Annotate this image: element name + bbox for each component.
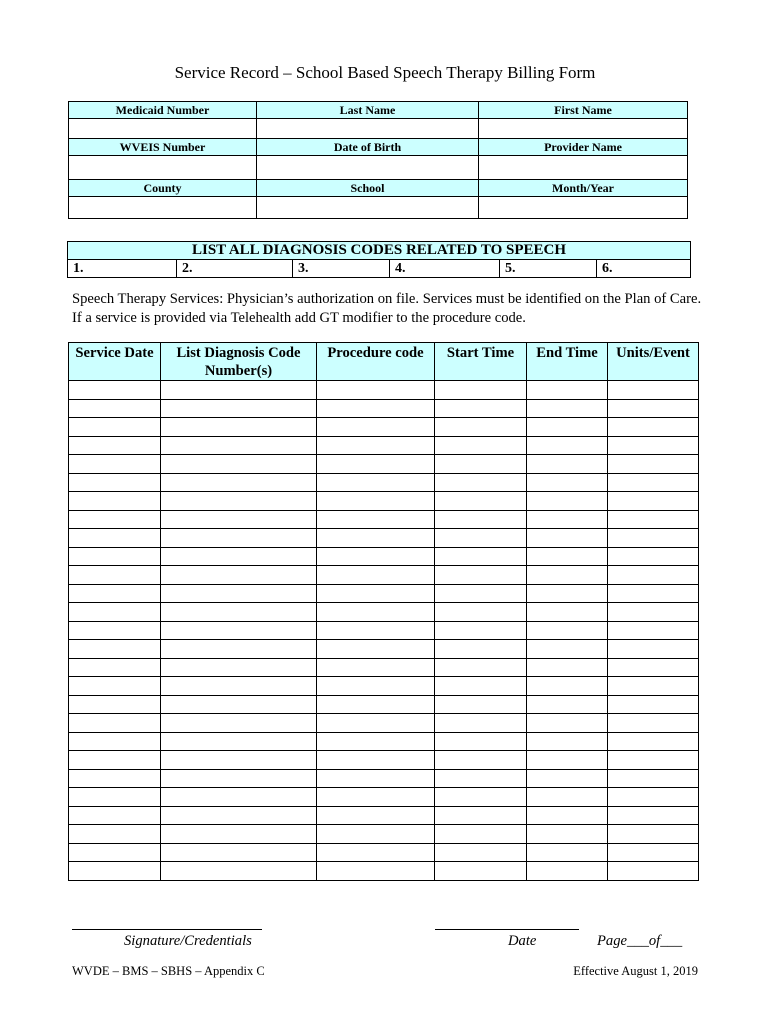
table-row — [69, 732, 699, 751]
table-row — [69, 455, 699, 474]
diagnosis-slot-2[interactable]: 2. — [177, 260, 293, 278]
table-cell[interactable] — [69, 751, 161, 770]
table-cell[interactable] — [69, 418, 161, 437]
table-cell[interactable] — [435, 603, 527, 622]
table-cell[interactable] — [317, 788, 435, 807]
instructions-note: Speech Therapy Services: Physician’s authorization on file. Services must be identified on the Plan of Care. If a service is provided via Telehealth add GT modifier to the procedure code. — [72, 291, 702, 326]
table-cell[interactable] — [69, 658, 161, 677]
table-cell[interactable] — [435, 825, 527, 844]
table-cell[interactable] — [317, 418, 435, 437]
table-row — [69, 381, 699, 400]
table-cell[interactable] — [435, 473, 527, 492]
table-cell[interactable] — [608, 843, 699, 862]
table-cell[interactable] — [608, 769, 699, 788]
table-cell[interactable] — [69, 621, 161, 640]
table-cell[interactable] — [435, 455, 527, 474]
table-cell[interactable] — [69, 603, 161, 622]
table-cell[interactable] — [69, 825, 161, 844]
table-cell[interactable] — [317, 843, 435, 862]
table-cell[interactable] — [608, 566, 699, 585]
table-cell[interactable] — [527, 695, 608, 714]
table-cell[interactable] — [527, 455, 608, 474]
col-diagnosis-codes: List Diagnosis Code Number(s) — [161, 343, 317, 381]
table-cell[interactable] — [161, 492, 317, 511]
table-cell[interactable] — [608, 436, 699, 455]
table-cell[interactable] — [161, 640, 317, 659]
table-cell[interactable] — [527, 510, 608, 529]
table-cell[interactable] — [317, 806, 435, 825]
table-row — [69, 529, 699, 548]
table-cell[interactable] — [317, 492, 435, 511]
table-cell[interactable] — [435, 418, 527, 437]
table-cell[interactable] — [317, 399, 435, 418]
table-cell[interactable] — [435, 788, 527, 807]
table-cell[interactable] — [69, 806, 161, 825]
table-cell[interactable] — [317, 825, 435, 844]
table-cell[interactable] — [161, 621, 317, 640]
table-cell[interactable] — [161, 658, 317, 677]
table-cell[interactable] — [161, 455, 317, 474]
table-cell[interactable] — [608, 584, 699, 603]
table-cell[interactable] — [435, 769, 527, 788]
table-cell[interactable] — [161, 436, 317, 455]
col-procedure-code: Procedure code — [317, 343, 435, 381]
table-cell[interactable] — [527, 788, 608, 807]
table-cell[interactable] — [608, 547, 699, 566]
table-cell[interactable] — [435, 510, 527, 529]
patient-info-table — [68, 101, 688, 219]
table-row — [69, 806, 699, 825]
table-cell[interactable] — [161, 714, 317, 733]
table-cell[interactable] — [435, 621, 527, 640]
table-cell[interactable] — [317, 732, 435, 751]
table-cell[interactable] — [161, 418, 317, 437]
table-cell[interactable] — [608, 714, 699, 733]
table-cell[interactable] — [527, 492, 608, 511]
table-cell[interactable] — [608, 658, 699, 677]
table-cell[interactable] — [608, 695, 699, 714]
table-cell[interactable] — [161, 862, 317, 881]
signature-line[interactable] — [72, 929, 262, 930]
medicaid-number-label: Medicaid Number — [69, 102, 257, 119]
table-cell[interactable] — [608, 399, 699, 418]
table-cell[interactable] — [161, 566, 317, 585]
table-row — [69, 714, 699, 733]
diagnosis-heading: LIST ALL DIAGNOSIS CODES RELATED TO SPEECH — [68, 242, 691, 260]
table-row — [69, 492, 699, 511]
table-cell[interactable] — [69, 455, 161, 474]
table-row — [69, 418, 699, 437]
table-cell[interactable] — [435, 658, 527, 677]
table-cell[interactable] — [435, 843, 527, 862]
table-cell[interactable] — [69, 492, 161, 511]
last-name-field[interactable] — [257, 119, 479, 139]
service-record-grid — [68, 342, 699, 881]
table-cell[interactable] — [608, 806, 699, 825]
table-row — [69, 677, 699, 696]
table-cell[interactable] — [69, 584, 161, 603]
table-cell[interactable] — [608, 751, 699, 770]
table-cell[interactable] — [435, 862, 527, 881]
table-cell[interactable] — [317, 510, 435, 529]
month-year-field[interactable] — [479, 197, 688, 219]
table-row — [69, 640, 699, 659]
table-cell[interactable] — [317, 566, 435, 585]
provider-name-field[interactable] — [479, 156, 688, 180]
table-cell[interactable] — [69, 399, 161, 418]
table-row — [69, 547, 699, 566]
table-cell[interactable] — [69, 732, 161, 751]
month-year-label: Month/Year — [479, 180, 688, 197]
wveis-number-label: WVEIS Number — [69, 139, 257, 156]
table-cell[interactable] — [161, 381, 317, 400]
service-rows — [69, 381, 699, 881]
table-cell[interactable] — [317, 455, 435, 474]
table-cell[interactable] — [435, 399, 527, 418]
table-cell[interactable] — [317, 584, 435, 603]
table-cell[interactable] — [161, 825, 317, 844]
diagnosis-slot-4[interactable]: 4. — [390, 260, 500, 278]
table-row — [69, 658, 699, 677]
table-cell[interactable] — [317, 436, 435, 455]
table-cell[interactable] — [608, 529, 699, 548]
table-cell[interactable] — [161, 510, 317, 529]
col-units-event: Units/Event — [608, 343, 699, 381]
table-cell[interactable] — [161, 769, 317, 788]
table-cell[interactable] — [527, 640, 608, 659]
table-cell[interactable] — [527, 566, 608, 585]
first-name-label: First Name — [479, 102, 688, 119]
date-line[interactable] — [435, 929, 579, 930]
table-row — [69, 862, 699, 881]
table-row — [69, 584, 699, 603]
table-cell[interactable] — [527, 473, 608, 492]
diagnosis-codes-table — [67, 241, 691, 278]
table-cell[interactable] — [435, 806, 527, 825]
table-cell[interactable] — [161, 473, 317, 492]
table-cell[interactable] — [69, 769, 161, 788]
date-of-birth-field[interactable] — [257, 156, 479, 180]
table-cell[interactable] — [527, 806, 608, 825]
medicaid-number-field[interactable] — [69, 119, 257, 139]
table-cell[interactable] — [317, 621, 435, 640]
diagnosis-slot-3[interactable]: 3. — [293, 260, 390, 278]
table-cell[interactable] — [527, 529, 608, 548]
table-cell[interactable] — [608, 603, 699, 622]
table-cell[interactable] — [608, 788, 699, 807]
table-cell[interactable] — [527, 547, 608, 566]
table-cell[interactable] — [161, 529, 317, 548]
table-cell[interactable] — [527, 418, 608, 437]
table-cell[interactable] — [608, 381, 699, 400]
table-row — [69, 473, 699, 492]
provider-name-label: Provider Name — [479, 139, 688, 156]
table-cell[interactable] — [69, 714, 161, 733]
table-cell[interactable] — [527, 621, 608, 640]
table-cell[interactable] — [69, 695, 161, 714]
col-service-date: Service Date — [69, 343, 161, 381]
table-cell[interactable] — [527, 732, 608, 751]
table-cell[interactable] — [527, 603, 608, 622]
table-cell[interactable] — [69, 640, 161, 659]
table-cell[interactable] — [527, 751, 608, 770]
diagnosis-slot-1[interactable]: 1. — [68, 260, 177, 278]
table-cell[interactable] — [161, 843, 317, 862]
table-cell[interactable] — [435, 751, 527, 770]
table-cell[interactable] — [608, 510, 699, 529]
table-cell[interactable] — [435, 381, 527, 400]
table-cell[interactable] — [317, 751, 435, 770]
table-cell[interactable] — [161, 788, 317, 807]
footer-effective-date: Effective August 1, 2019 — [573, 964, 698, 978]
table-cell[interactable] — [69, 510, 161, 529]
table-cell[interactable] — [69, 566, 161, 585]
table-cell[interactable] — [317, 547, 435, 566]
table-cell[interactable] — [527, 714, 608, 733]
col-start-time: Start Time — [435, 343, 527, 381]
table-cell[interactable] — [608, 492, 699, 511]
school-field[interactable] — [257, 197, 479, 219]
table-cell[interactable] — [608, 825, 699, 844]
table-cell[interactable] — [435, 732, 527, 751]
table-cell[interactable] — [435, 566, 527, 585]
table-row — [69, 843, 699, 862]
table-cell[interactable] — [69, 381, 161, 400]
diagnosis-slot-6[interactable]: 6. — [597, 260, 691, 278]
table-cell[interactable] — [161, 603, 317, 622]
table-cell[interactable] — [69, 862, 161, 881]
table-cell[interactable] — [527, 436, 608, 455]
table-cell[interactable] — [161, 751, 317, 770]
table-cell[interactable] — [317, 381, 435, 400]
table-cell[interactable] — [317, 529, 435, 548]
county-label: County — [69, 180, 257, 197]
table-cell[interactable] — [435, 529, 527, 548]
table-cell[interactable] — [161, 695, 317, 714]
table-cell[interactable] — [161, 399, 317, 418]
date-label: Date — [508, 933, 537, 949]
table-cell[interactable] — [527, 381, 608, 400]
table-cell[interactable] — [435, 677, 527, 696]
col-end-time: End Time — [527, 343, 608, 381]
table-row — [69, 695, 699, 714]
table-row — [69, 769, 699, 788]
table-cell[interactable] — [435, 584, 527, 603]
table-cell[interactable] — [527, 825, 608, 844]
table-row — [69, 436, 699, 455]
table-cell[interactable] — [317, 473, 435, 492]
table-cell[interactable] — [527, 843, 608, 862]
footer-reference: WVDE – BMS – SBHS – Appendix C — [72, 964, 265, 978]
table-row — [69, 788, 699, 807]
county-field[interactable] — [69, 197, 257, 219]
table-row — [69, 621, 699, 640]
table-cell[interactable] — [69, 677, 161, 696]
table-cell[interactable] — [608, 677, 699, 696]
table-cell[interactable] — [608, 862, 699, 881]
table-cell[interactable] — [608, 455, 699, 474]
table-cell[interactable] — [161, 677, 317, 696]
table-cell[interactable] — [161, 732, 317, 751]
last-name-label: Last Name — [257, 102, 479, 119]
table-cell[interactable] — [69, 843, 161, 862]
date-of-birth-label: Date of Birth — [257, 139, 479, 156]
table-row — [69, 566, 699, 585]
table-row — [69, 751, 699, 770]
table-cell[interactable] — [435, 492, 527, 511]
table-cell[interactable] — [69, 547, 161, 566]
table-cell[interactable] — [608, 473, 699, 492]
table-row — [69, 603, 699, 622]
table-cell[interactable] — [435, 547, 527, 566]
table-cell[interactable] — [527, 862, 608, 881]
table-cell[interactable] — [317, 769, 435, 788]
table-cell[interactable] — [69, 788, 161, 807]
table-cell[interactable] — [608, 640, 699, 659]
table-cell[interactable] — [161, 547, 317, 566]
table-cell[interactable] — [527, 658, 608, 677]
diagnosis-slot-5[interactable]: 5. — [500, 260, 597, 278]
form-title: Service Record – School Based Speech Therapy Billing Form — [174, 63, 596, 82]
table-cell[interactable] — [608, 621, 699, 640]
table-cell[interactable] — [69, 436, 161, 455]
table-cell[interactable] — [435, 640, 527, 659]
table-cell[interactable] — [435, 695, 527, 714]
table-cell[interactable] — [527, 399, 608, 418]
table-row — [69, 825, 699, 844]
table-cell[interactable] — [317, 714, 435, 733]
table-cell[interactable] — [317, 640, 435, 659]
school-label: School — [257, 180, 479, 197]
table-cell[interactable] — [317, 695, 435, 714]
table-cell[interactable] — [161, 584, 317, 603]
table-cell[interactable] — [69, 473, 161, 492]
table-cell[interactable] — [317, 658, 435, 677]
table-cell[interactable] — [527, 769, 608, 788]
table-cell[interactable] — [435, 714, 527, 733]
first-name-field[interactable] — [479, 119, 688, 139]
table-cell[interactable] — [435, 436, 527, 455]
wveis-number-field[interactable] — [69, 156, 257, 180]
table-cell[interactable] — [161, 806, 317, 825]
table-cell[interactable] — [317, 677, 435, 696]
table-cell[interactable] — [527, 677, 608, 696]
page-label: Page___of___ — [597, 933, 683, 949]
table-cell[interactable] — [69, 529, 161, 548]
table-cell[interactable] — [317, 603, 435, 622]
table-cell[interactable] — [608, 732, 699, 751]
table-cell[interactable] — [317, 862, 435, 881]
signature-label: Signature/Credentials — [124, 933, 252, 949]
table-cell[interactable] — [527, 584, 608, 603]
table-row — [69, 510, 699, 529]
table-cell[interactable] — [608, 418, 699, 437]
table-row — [69, 399, 699, 418]
